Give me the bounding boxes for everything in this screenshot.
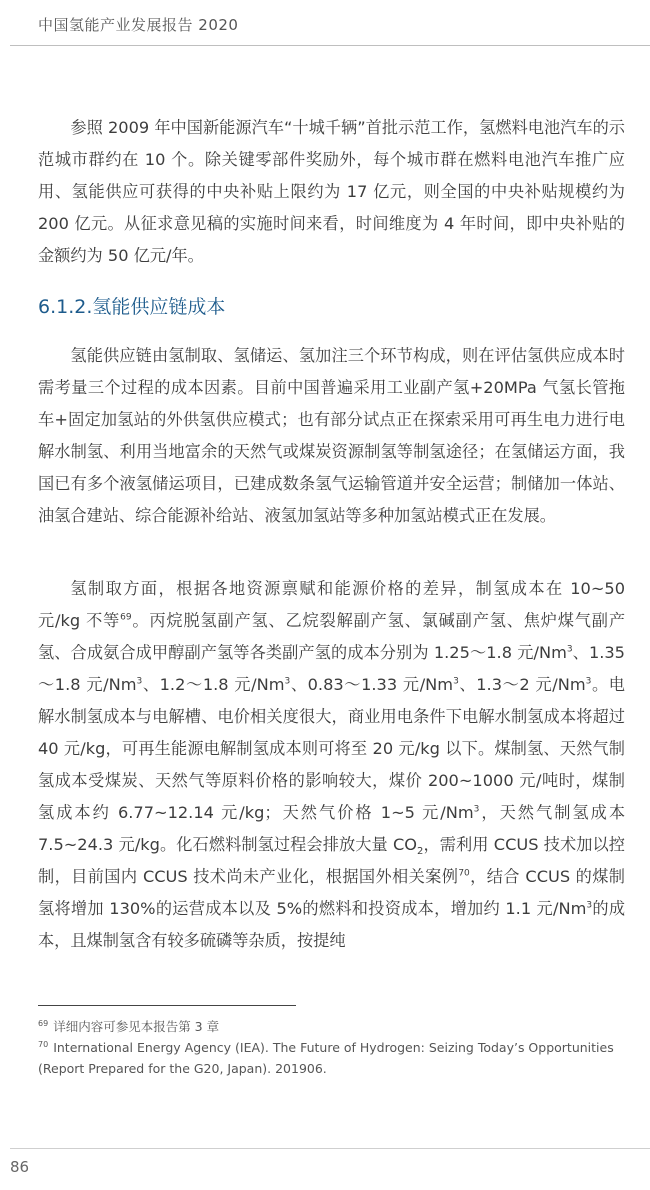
footnote-70 (38, 1037, 618, 1079)
p3-text-segment: 、1.2～1.8 元/Nm (142, 675, 285, 694)
footnote-number: 70 (38, 1039, 49, 1049)
footnotes (38, 1016, 618, 1079)
p3-text-segment: 、1.35～1.8 元/Nm (38, 643, 625, 694)
p3-text-segment: 。电解水制氢成本与电解槽、电价相关度很大，商业用电条件下电解水制氢成本将超过 40 元/kg，可再生能源电解制氢成本则可将至 20 元/kg 以下。煤制氢、天然气制氢成本受煤炭、天然气等原料价格的影响较大，煤价 200~1000 元/吨时，煤制氢成本约 6.77~12.14 元/kg；天然气价格 1~5 元/Nm (38, 675, 625, 822)
p3-text-segment: ，天然气制氢成本 7.5~24.3 元/kg。化石燃料制氢过程会排放大量 CO (38, 803, 626, 854)
footnote-number: 69 (38, 1018, 49, 1028)
running-header-title: 中国氢能产业发展报告 2020 (38, 16, 239, 34)
p3-text-segment: 、1.3～2 元/Nm (458, 675, 586, 694)
unit-superscript: 3 (585, 676, 592, 687)
p3-text-segment: ，结合 CCUS 的煤制氢将增加 130%的运营成本以及 5%的燃料和投资成本，增加约 1.1 元/Nm (38, 867, 625, 918)
unit-superscript: 3 (136, 676, 143, 687)
unit-superscript: 3 (284, 676, 291, 687)
unit-superscript: 3 (566, 644, 573, 655)
footer-divider (10, 1148, 650, 1149)
body-paragraph-3 (38, 573, 625, 957)
body-paragraph-1: 参照 2009 年中国新能源汽车“十城千辆”首批示范工作，氢燃料电池汽车的示范城市群约在 10 个。除关键零部件奖励外，每个城市群在燃料电池汽车推广应用、氢能供应可获得的中央补贴上限约为 17 亿元，则全国的中央补贴规模约为 200 亿元。从征求意见稿的实施时间来看，时间维度为 4 年时间，即中央补贴的金额约为 50 亿元/年。 (38, 118, 625, 265)
co2-subscript: 2 (417, 846, 424, 858)
p3-text-segment: 。丙烷脱氢副产氢、乙烷裂解副产氢、氯碱副产氢、焦炉煤气副产氢、合成氨合成甲醇副产氢等各类副产氢的成本分别为 1.25～1.8 元/Nm (38, 611, 626, 662)
footnote-text: 详细内容可参见本报告第 3 章 (53, 1019, 220, 1034)
page-number: 86 (10, 1158, 30, 1176)
unit-superscript: 3 (586, 900, 593, 911)
footnote-ref-70[interactable]: 70 (458, 868, 470, 879)
footnote-69 (38, 1016, 618, 1037)
section-heading: 6.1.2.氢能供应链成本 (38, 296, 226, 318)
p3-text-segment: ，需利用 CCUS 技术加以控制，目前国内 CCUS 技术尚未产业化，根据国外相关案例 (38, 835, 625, 886)
footnote-text: International Energy Agency (IEA). The Future of Hydrogen: Seizing Today’s Opportunities (Report Prepared for the G20, Japan). 201906. (38, 1040, 614, 1076)
p3-text-segment: 的成本，且煤制氢含有较多硫磷等杂质，按提纯 (38, 899, 626, 950)
body-paragraph-2: 氢能供应链由氢制取、氢储运、氢加注三个环节构成，则在评估氢供应成本时需考量三个过程的成本因素。目前中国普遍采用工业副产氢+20MPa 气氢长管拖车+固定加氢站的外供氢供应模式；也有部分试点正在探索采用可再生电力进行电解水制氢、利用当地富余的天然气或煤炭资源制氢等制氢途径；在氢储运方面，我国已有多个液氢储运项目，已建成数条氢气运输管道并安全运营；制储加一体站、油氢合建站、综合能源补给站、液氢加氢站等多种加氢站模式正在发展。 (38, 346, 625, 525)
p3-text-segment: 氢制取方面，根据各地资源禀赋和能源价格的差异，制氢成本在 10~50 元/kg 不等 (38, 579, 625, 630)
header-divider (10, 45, 650, 46)
p3-text-segment: 、0.83～1.33 元/Nm (290, 675, 454, 694)
footnote-divider (38, 1005, 296, 1006)
footnote-ref-69[interactable]: 69 (120, 612, 132, 623)
unit-superscript: 3 (473, 804, 480, 815)
unit-superscript: 3 (453, 676, 459, 687)
